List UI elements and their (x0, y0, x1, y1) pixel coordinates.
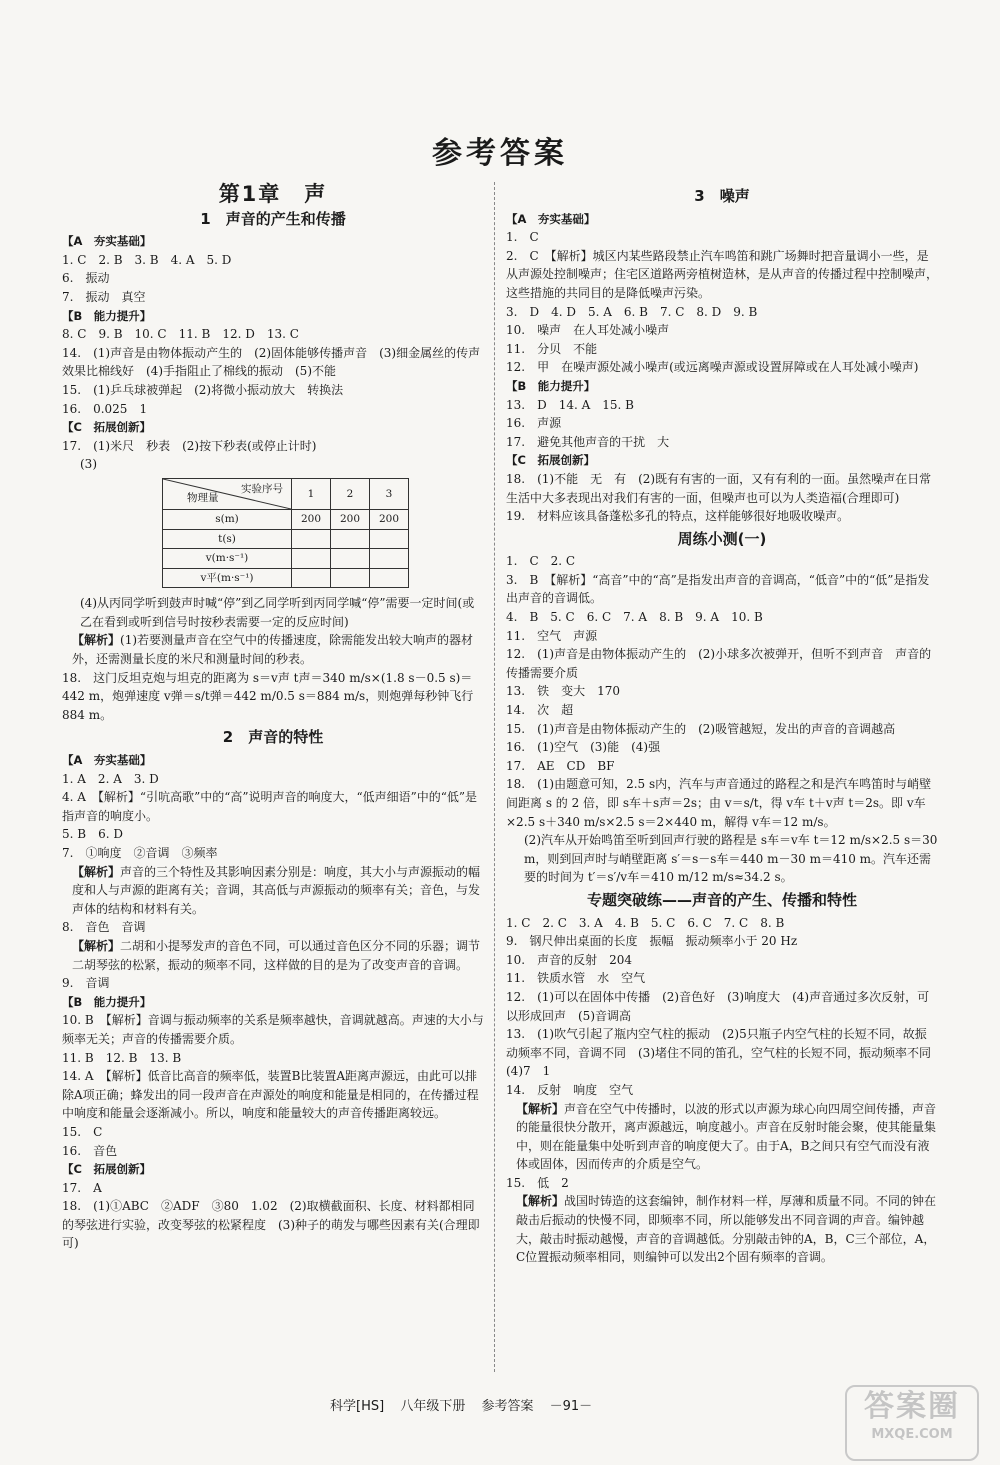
weekly-quiz-title: 周练小测(一) (677, 529, 767, 548)
analysis-tag: 【解析】 (72, 938, 121, 953)
answer-line: 15. (1)声音是由物体振动产生的 (2)吸管越短，发出的声音的音调越高 (506, 721, 896, 736)
analysis-note (62, 631, 484, 668)
special-topic-title: 专题突破练——声音的产生、传播和特性 (586, 890, 857, 909)
answer-line: 1. C 2. C (506, 554, 576, 569)
answer-line: 3. B 【解析】“高音”中的“高”是指发出声音的音调高，“低音”中的“低”是指发出声音的音调低。 (506, 572, 930, 606)
table-row-label: v(m·s⁻¹) (163, 549, 292, 569)
answer-line: 16. 声源 (506, 416, 562, 431)
footer-subject: 科学[HS] (330, 1399, 385, 1414)
answer-line: 11. B 12. B 13. B (62, 1050, 182, 1065)
answer-line: 12. 甲 在噪声源处减小噪声(或远离噪声源或设置屏障或在人耳处减小噪声) (506, 360, 919, 375)
answer-line: 16. 音色 (62, 1143, 118, 1158)
right-column (506, 185, 944, 1267)
answer-line: 15. (1)乒乓球被弹起 (2)将微小振动放大 转换法 (62, 382, 344, 397)
table-cell (370, 529, 409, 549)
section-3-body (506, 210, 938, 526)
answer-line: 7. ①响度 ②音调 ③频率 (62, 846, 218, 860)
analysis-text: 二胡和小提琴发声的音色不同，可以通过音色区分不同的乐器；调节二胡琴弦的松紧，振动的频率不同，这样做的目的是为了改变声音的音调。 (72, 938, 481, 972)
category-label: 【B 能力提升】 (62, 308, 152, 323)
table-row (163, 568, 409, 588)
table-col-2: 2 (331, 478, 370, 509)
answer-line: 1. C (506, 230, 539, 245)
analysis-tag: 【解析】 (516, 1194, 565, 1209)
answer-line: 1. A 2. A 3. D (62, 771, 159, 786)
page-title: 参考答案 (432, 136, 568, 171)
table-header-diagonal (163, 478, 292, 509)
table-cell (331, 549, 370, 569)
table-cell (292, 549, 331, 569)
weekly-quiz-body (506, 552, 938, 887)
analysis-text: 声音在空气中传播时，以波的形式以声源为球心向四周空间传播，声音的能量很快分散开，离声源越远，响度越小。声音在反射时能会聚，使其能量集中，则在能量集中处听到声音的响度便大了。由于A，B之间只有空气而没有液体或固体，因而传声的介质是空气。 (516, 1101, 937, 1172)
section-title-2: 2 声音的特性 (222, 728, 324, 747)
answer-line: 18. (1)不能 无 有 (2)既有有害的一面，又有有利的一面。虽然噪声在日常生活中大多表现出对我们有害的一面，但噪声也可以为人类造福(合理即可) (506, 471, 932, 505)
analysis-text: (1)若要测量声音在空气中的传播速度，除需能发出较大响声的器材外，还需测量长度的米尺和测量时间的秒表。 (72, 633, 474, 667)
analysis-note (62, 863, 484, 919)
table-header-row (163, 478, 409, 509)
answer-line: 9. 音调 (62, 976, 110, 991)
table-row-label: v平(m·s⁻¹) (163, 568, 292, 588)
answer-line: 17. AE CD BF (506, 758, 615, 773)
category-label: 【A 夯实基础】 (62, 234, 152, 249)
page-footer (330, 1395, 604, 1414)
analysis-text: 声音的三个特性及其影响因素分别是：响度，其大小与声源振动的幅度和人与声源的距离有关；音调，其高低与声源振动的频率有关；音色，与发声体的结构和材料有关。 (72, 864, 481, 916)
footer-page-number: －91－ (549, 1399, 593, 1414)
table-col-1: 1 (292, 478, 331, 509)
analysis-tag: 【解析】 (516, 1101, 565, 1116)
table-cell: 200 (331, 509, 370, 529)
watermark-text: 答案圈 (864, 1389, 960, 1424)
answer-line: 12. (1)可以在固体中传播 (2)音色好 (3)响度大 (4)声音通过多次反射，可以形成回声 (5)音调高 (506, 989, 930, 1023)
answer-line: 2. C 【解析】城区内某些路段禁止汽车鸣笛和跳广场舞时把音量调小一些，是从声源处控制噪声；住宅区道路两旁植树造林，是从声音的传播过程中控制噪声，这些措施的共同目的是降低噪声污染。 (506, 248, 939, 300)
answer-line: 7. 振动 真空 (62, 289, 146, 304)
category-label: 【C 拓展创新】 (62, 420, 151, 435)
section-2-body (62, 751, 484, 1253)
table-row-label: t(s) (163, 529, 292, 549)
answer-line: 1. C 2. B 3. B 4. A 5. D (62, 252, 232, 267)
answer-line: 18. (1)由题意可知，2.5 s内，汽车与声音通过的路程之和是汽车鸣笛时与峭壁间距离 s 的 2 倍，即 s车＋s声＝2s；由 v＝s/t，得 v车 t＋v声 t＝2s。即 v车×2.5 s＋340 m/s×2.5 s＝2×440 m，解得 v车＝12 m/s。 (506, 777, 932, 829)
section-title-1: 1 声音的产生和传播 (200, 209, 346, 228)
answer-line: 1. C 2. C 3. A 4. B 5. C 6. C 7. C 8. B (506, 915, 785, 930)
section-1-body (62, 232, 484, 474)
answer-line: 6. 振动 (62, 271, 110, 286)
analysis-note (506, 1192, 938, 1266)
table-row-label: s(m) (163, 509, 292, 529)
table-cell: 200 (292, 509, 331, 529)
answer-line: 15. C (62, 1124, 103, 1139)
table-cell (370, 568, 409, 588)
answer-line: 17. (1)米尺 秒表 (2)按下秒表(或停止计时) (62, 438, 317, 453)
table-row (163, 549, 409, 569)
answer-line: 5. B 6. D (62, 827, 123, 842)
answer-line: 10. 噪声 在人耳处减小噪声 (506, 323, 670, 338)
answer-line: 13. D 14. A 15. B (506, 397, 634, 412)
answer-line: 17. A (62, 1180, 102, 1195)
table-cell (292, 529, 331, 549)
table-row (163, 529, 409, 549)
answer-line: 13. (1)吹气引起了瓶内空气柱的振动 (2)5只瓶子内空气柱的长短不同，故振动频率不同，音调不同 (3)堵住不同的笛孔，空气柱的长短不同，振动频率不同 (4)7 1 (506, 1027, 944, 1079)
answer-line: 15. 低 2 (506, 1175, 569, 1190)
category-label: 【A 夯实基础】 (506, 211, 596, 226)
table-cell (331, 529, 370, 549)
watermark-logo (845, 1385, 979, 1461)
chapter-title: 第1章 声 (218, 182, 328, 206)
answer-line: 11. 分贝 不能 (506, 341, 598, 356)
answer-line: 16. (1)空气 (3)能 (4)强 (506, 740, 661, 755)
table-cell (292, 568, 331, 588)
answer-line: 11. 空气 声源 (506, 628, 598, 643)
answer-line: (3) (80, 457, 97, 472)
answer-line: 14. 反射 响度 空气 (506, 1082, 634, 1097)
answer-line: 11. 铁质水管 水 空气 (506, 971, 646, 986)
answer-line: 19. 材料应该具备蓬松多孔的特点，这样能够很好地吸收噪声。 (506, 509, 850, 524)
footer-grade: 八年级下册 (400, 1399, 466, 1414)
answer-line: 8. 音色 音调 (62, 920, 146, 935)
watermark-url: MXQE.COM (871, 1427, 953, 1442)
left-column (62, 182, 484, 1253)
table-head-bottom: 物理量 (187, 492, 219, 505)
answer-line: 3. D 4. D 5. A 6. B 7. C 8. D 9. B (506, 304, 758, 319)
footer-label: 参考答案 (481, 1399, 534, 1414)
table-head-top: 实验序号 (241, 482, 283, 495)
analysis-note (62, 937, 484, 974)
special-topic-body (506, 914, 944, 1267)
answer-line: 17. 避免其他声音的干扰 大 (506, 434, 670, 449)
category-label: 【B 能力提升】 (506, 378, 596, 393)
answer-line: (2)汽车从开始鸣笛至听到回声行驶的路程是 s车＝v车 t＝12 m/s×2.5 s＝30 m，则到回声时与峭壁距离 s′＝s－s车＝440 m－30 m＝410 m。汽车还需要的时间为 t′＝s′/v车＝410 m/12 m/s≈34.2 s。 (524, 833, 938, 885)
category-label: 【C 拓展创新】 (62, 1162, 151, 1177)
section-1-body-continued (62, 594, 484, 724)
answer-line: 4. A 【解析】“引吭高歌”中的“高”说明声音的响度大，“低声细语”中的“低”是指声音的响度小。 (62, 790, 478, 823)
answer-line: 10. B 【解析】音调与振动频率的关系是频率越快，音调就越高。声速的大小与频率无关；声音的传播需要介质。 (62, 1013, 484, 1046)
answer-line: 10. 声音的反射 204 (506, 952, 632, 967)
section-title-3: 3 噪声 (694, 187, 750, 205)
answer-line: 12. (1)声音是由物体振动产生的 (2)小球多次被弹开，但听不到声音 声音的传播需要介质 (506, 647, 932, 680)
answer-line: 9. 钢尺伸出桌面的长度 振幅 振动频率小于 20 Hz (506, 934, 798, 949)
category-label: 【A 夯实基础】 (62, 753, 152, 768)
answer-line: 14. A 【解析】低音比高音的频率低，装置B比装置A距离声源远，由此可以排除A项正确；蜂发出的同一段声音在声源处的响度和能量是相同的，在传播过程中响度和能量会逐渐减小。所以，响度和能量较大的声音传播距离较远。 (62, 1069, 479, 1121)
answer-line: 13. 铁 变大 170 (506, 684, 620, 699)
table-cell: 200 (370, 509, 409, 529)
column-divider (494, 182, 495, 1372)
table-cell (370, 549, 409, 569)
analysis-tag: 【解析】 (72, 864, 121, 879)
category-label: 【C 拓展创新】 (506, 453, 595, 468)
answer-line: 16. 0.025 1 (62, 401, 148, 416)
table-cell (331, 568, 370, 588)
answer-line: 18. (1)①ABC ②ADF ③80 1.02 (2)取横截面积、长度、材料都相同的琴弦进行实验，改变琴弦的松紧程度 (3)种子的萌发与哪些因素有关(合理即可) (62, 1199, 480, 1251)
category-label: 【B 能力提升】 (62, 994, 152, 1009)
analysis-tag: 【解析】 (72, 633, 121, 648)
experiment-table (162, 478, 409, 588)
analysis-text: 战国时铸造的这套编钟，制作材料一样，厚薄和质量不同。不同的钟在敲击后振动的快慢不同，即频率不同，所以能够发出不同音调的声音。编钟越大，敲击时振动越慢，声音的音调越低。分别敲击钟的A，B，C三个部位，A，C位置振动频率相同，则编钟可以发出2个固有频率的音调。 (516, 1194, 937, 1265)
table-col-3: 3 (370, 478, 409, 509)
answer-line: (4)从丙同学听到鼓声时喊“停”到乙同学听到丙同学喊“停”需要一定时间(或乙在看到或听到信号时按秒表需要一定的反应时间) (80, 596, 475, 629)
answer-line: 14. (1)声音是由物体振动产生的 (2)固体能够传播声音 (3)细金属丝的传声效果比棉线好 (4)手指阻止了棉线的振动 (5)不能 (62, 345, 481, 379)
analysis-note (506, 1100, 938, 1174)
answer-line: 18. 这门反坦克炮与坦克的距离为 s＝v声 t声＝340 m/s×(1.8 s－0.5 s)＝442 m，炮弹速度 v弹＝s/t弹＝442 m/0.5 s＝884 m/s，则炮弹每秒钟飞行 884 m。 (62, 670, 474, 722)
answer-line: 14. 次 超 (506, 703, 574, 718)
answer-line: 4. B 5. C 6. C 7. A 8. B 9. A 10. B (506, 610, 763, 625)
answer-line: 8. C 9. B 10. C 11. B 12. D 13. C (62, 327, 299, 342)
table-row (163, 509, 409, 529)
